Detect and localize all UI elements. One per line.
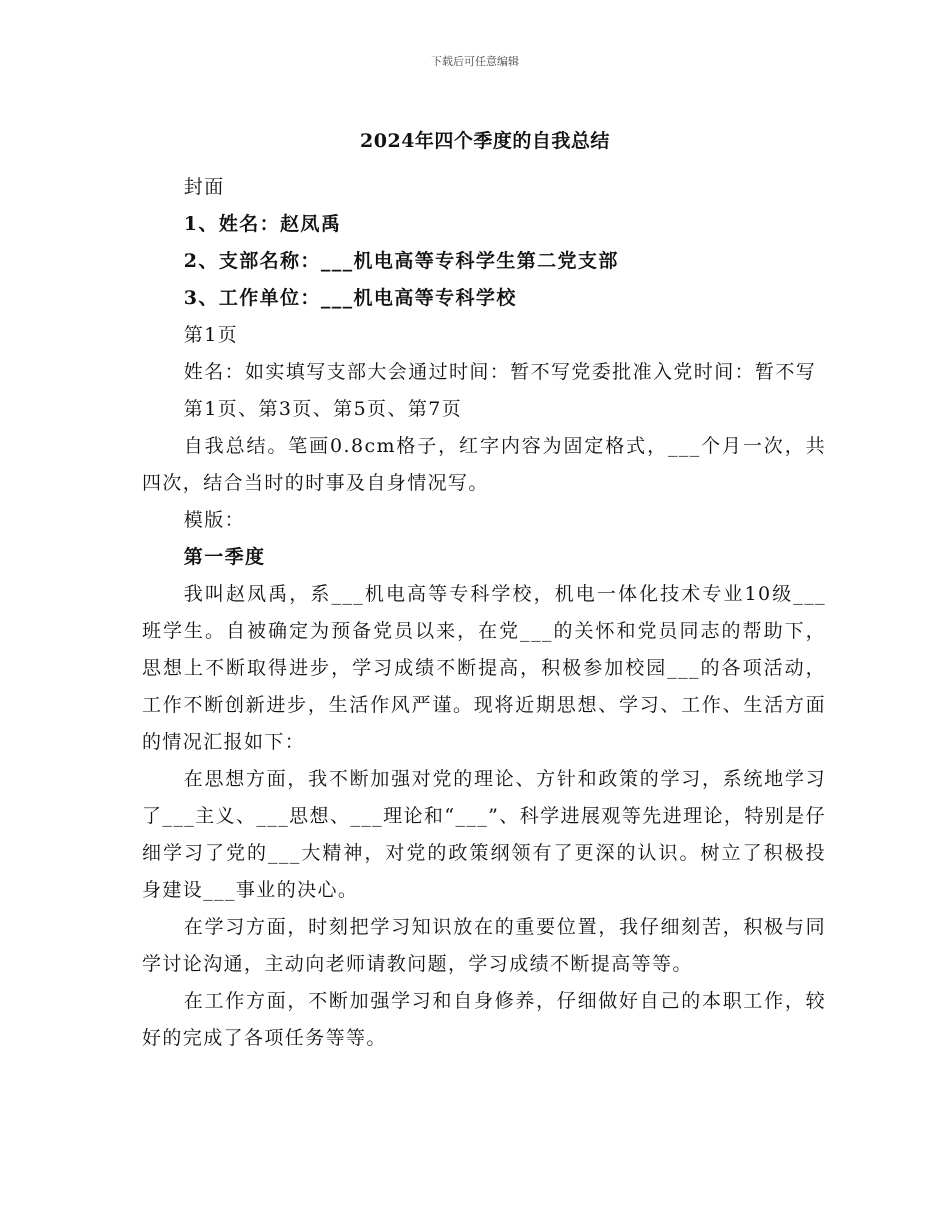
thought-paragraph: 在思想方面，我不断加强对党的理论、方针和政策的学习，系统地学习了___主义、___思想、___理论和“___”、科学进展观等先进理论，特别是仔细学习了党的___大精神，对党的政策纲领有了更深的认识。树立了积极投身建设___事业的决心。 xyxy=(142,768,826,901)
document-title: 2024年四个季度的自我总结 xyxy=(360,130,610,152)
section-heading-q1: 第一季度 xyxy=(183,546,266,568)
cover-label: 封面 xyxy=(183,176,225,198)
header-note: 下载后可任意编辑 xyxy=(431,55,519,68)
branch-line: 2、支部名称：___机电高等专科学生第二党支部 xyxy=(183,250,619,272)
summary-instructions: 自我总结。笔画0.8cm格子，红字内容为固定格式，___个月一次，共四次，结合当时的时事及自身情况写。 xyxy=(142,435,826,494)
page-1-label: 第1页 xyxy=(183,324,239,346)
document-body xyxy=(142,169,826,1057)
page-list: 第1页、第3页、第5页、第7页 xyxy=(183,398,463,420)
name-line: 1、姓名：赵凤禹 xyxy=(183,213,342,235)
work-unit-line: 3、工作单位：___机电高等专科学校 xyxy=(183,287,517,309)
intro-paragraph: 我叫赵凤禹，系___机电高等专科学校，机电一体化技术专业10级___班学生。自被确定为预备党员以来，在党___的关怀和党员同志的帮助下，思想上不断取得进步，学习成绩不断提高，积极参加校园___的各项活动，工作不断创新进步，生活作风严谨。现将近期思想、学习、工作、生活方面的情况汇报如下： xyxy=(142,583,826,753)
fill-instructions: 姓名：如实填写支部大会通过时间：暂不写党委批准入党时间：暂不写 xyxy=(183,361,817,383)
template-label: 模版： xyxy=(183,509,245,531)
work-paragraph: 在工作方面，不断加强学习和自身修养，仔细做好自己的本职工作，较好的完成了各项任务等等。 xyxy=(142,990,826,1049)
study-paragraph: 在学习方面，时刻把学习知识放在的重要位置，我仔细刻苦，积极与同学讨论沟通，主动向老师请教问题，学习成绩不断提高等等。 xyxy=(142,916,826,975)
